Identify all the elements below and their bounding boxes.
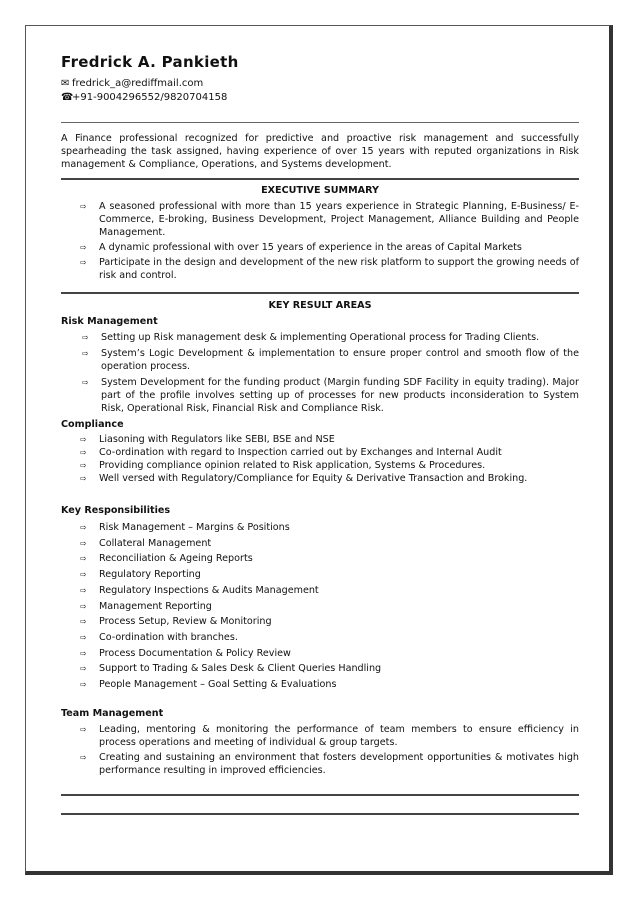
arrow-bullet-icon: ⇨ <box>80 632 87 642</box>
email-text: fredrick_a@rediffmail.com <box>72 78 204 89</box>
list-item: ⇨ Regulatory Reporting <box>61 567 579 583</box>
profile-summary: A Finance professional recognized for predictive and proactive risk management and successfully spearheading the task assigned, having experience of over 15 years with reputed organizations in Risk management & Compliance, Operations, and Systems development. <box>61 133 579 170</box>
list-item: ⇨ Management Reporting <box>61 599 579 615</box>
subheading-risk-management: Risk Management <box>61 316 158 327</box>
resume-body <box>61 53 579 815</box>
envelope-icon: ✉ <box>61 78 70 89</box>
list-item: ⇨ Risk Management – Margins & Positions <box>61 520 579 536</box>
list-item: ⇨ Process Setup, Review & Monitoring <box>61 614 579 630</box>
list-item: ⇨ System Development for the funding product (Margin funding SDF Facility in equity trading). Major part of the profile involves setting up of processes for new products inconsideration to System Risk, Operational Risk, Financial Risk and Compliance Risk. <box>82 377 579 414</box>
key-responsibilities-list <box>61 520 579 693</box>
subheading-key-responsibilities: Key Responsibilities <box>61 505 171 516</box>
arrow-bullet-icon: ⇨ <box>80 448 87 457</box>
arrow-bullet-icon: ⇨ <box>80 202 87 211</box>
arrow-bullet-icon: ⇨ <box>80 617 87 627</box>
candidate-name: Fredrick A. Pankieth <box>61 53 239 71</box>
list-item: ⇨ A dynamic professional with over 15 years of experience in the areas of Capital Markets <box>80 242 522 253</box>
phone-line <box>61 91 579 105</box>
arrow-bullet-icon: ⇨ <box>80 752 87 762</box>
arrow-bullet-icon: ⇨ <box>80 724 87 734</box>
email-line <box>61 77 579 91</box>
subheading-compliance: Compliance <box>61 419 124 430</box>
subheading-team-management: Team Management <box>61 707 164 719</box>
arrow-bullet-icon: ⇨ <box>80 554 87 564</box>
list-item: ⇨ System’s Logic Development & implementation to ensure proper control and smooth flow of the operation process. <box>82 348 579 372</box>
risk-management-list <box>61 331 579 415</box>
arrow-bullet-icon: ⇨ <box>80 664 87 674</box>
arrow-bullet-icon: ⇨ <box>82 333 89 342</box>
list-item: ⇨ Well versed with Regulatory/Compliance for Equity & Derivative Transaction and Broking. <box>80 473 528 484</box>
list-item: ⇨ Setting up Risk management desk & implementing Operational process for Trading Clients. <box>82 332 540 343</box>
list-item: ⇨ A seasoned professional with more than 15 years experience in Strategic Planning, E-Business/ E-Commerce, E-broking, Business Development, Project Management, Alliance Building and People Management. <box>80 201 579 238</box>
team-management-list <box>61 723 579 777</box>
list-item: ⇨ People Management – Goal Setting & Evaluations <box>61 677 579 693</box>
arrow-bullet-icon: ⇨ <box>80 243 87 252</box>
executive-summary-list <box>61 200 579 282</box>
arrow-bullet-icon: ⇨ <box>80 680 87 690</box>
list-item: ⇨ Reconciliation & Ageing Reports <box>61 551 579 567</box>
section-title-executive-summary: EXECUTIVE SUMMARY <box>261 185 379 196</box>
list-item: ⇨ Co-ordination with regard to Inspection carried out by Exchanges and Internal Audit <box>80 447 502 458</box>
list-item: ⇨ Creating and sustaining an environment that fosters development opportunities & motivates high performance resulting in improved efficiencies. <box>80 751 579 776</box>
section-title-key-result-areas: KEY RESULT AREAS <box>268 300 372 311</box>
arrow-bullet-icon: ⇨ <box>80 538 87 548</box>
arrow-bullet-icon: ⇨ <box>82 349 89 358</box>
list-item: ⇨ Providing compliance opinion related to Risk application, Systems & Procedures. <box>80 460 486 471</box>
arrow-bullet-icon: ⇨ <box>80 570 87 580</box>
arrow-bullet-icon: ⇨ <box>80 601 87 611</box>
phone-icon: ☎ <box>61 92 74 103</box>
divider <box>61 122 579 123</box>
arrow-bullet-icon: ⇨ <box>80 585 87 595</box>
compliance-list <box>61 433 579 485</box>
arrow-bullet-icon: ⇨ <box>80 435 87 444</box>
list-item: ⇨ Process Documentation & Policy Review <box>61 646 579 662</box>
phone-text: +91-9004296552/9820704158 <box>72 92 228 103</box>
divider <box>61 178 579 180</box>
divider <box>61 794 579 796</box>
arrow-bullet-icon: ⇨ <box>80 523 87 532</box>
arrow-bullet-icon: ⇨ <box>80 648 87 658</box>
list-item: ⇨ Liasoning with Regulators like SEBI, BSE and NSE <box>80 434 335 445</box>
arrow-bullet-icon: ⇨ <box>80 258 87 267</box>
arrow-bullet-icon: ⇨ <box>80 474 87 483</box>
list-item: ⇨ Collateral Management <box>61 536 579 552</box>
list-item: ⇨ Co-ordination with branches. <box>61 630 579 646</box>
arrow-bullet-icon: ⇨ <box>82 378 89 387</box>
arrow-bullet-icon: ⇨ <box>80 461 87 470</box>
list-item: ⇨ Regulatory Inspections & Audits Management <box>61 583 579 599</box>
list-item: ⇨ Leading, mentoring & monitoring the performance of team members to ensure efficiency in process operations and meeting of individual & group targets. <box>80 723 579 748</box>
divider <box>61 292 579 294</box>
list-item: ⇨ Support to Trading & Sales Desk & Client Queries Handling <box>61 661 579 677</box>
list-item: ⇨ Participate in the design and development of the new risk platform to support the growing needs of risk and control. <box>80 257 579 281</box>
divider <box>61 813 579 815</box>
